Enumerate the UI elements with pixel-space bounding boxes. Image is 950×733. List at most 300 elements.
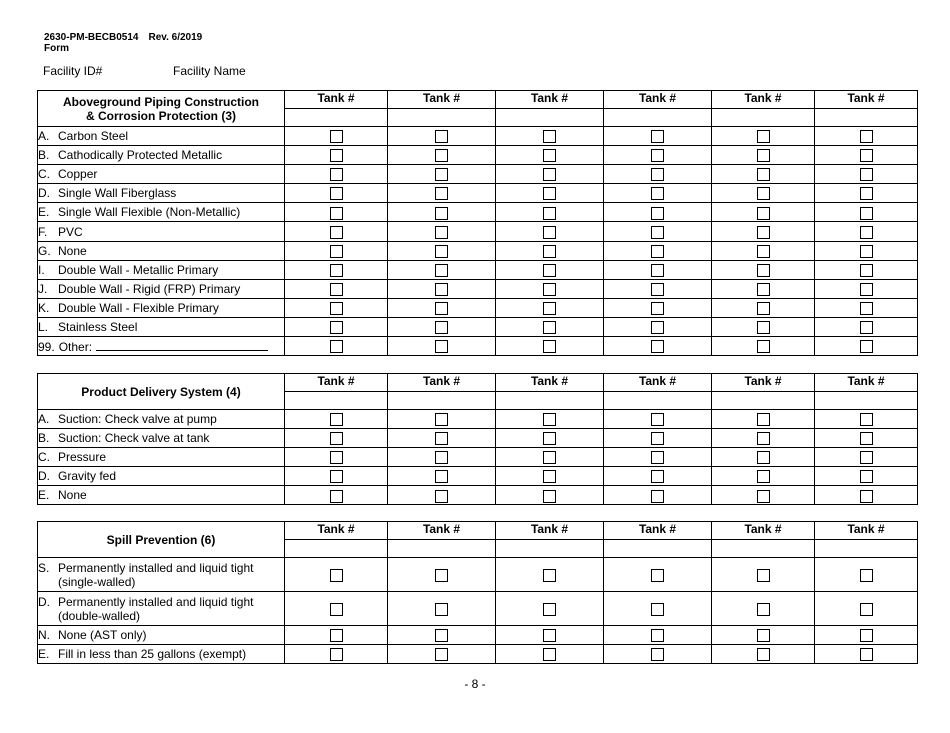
- tank-header: Tank #: [285, 522, 388, 540]
- row-text: Double Wall - Flexible Primary: [58, 300, 219, 315]
- checkbox[interactable]: [435, 264, 448, 277]
- checkbox[interactable]: [435, 130, 448, 143]
- tank-header: Tank #: [496, 374, 604, 392]
- checkbox[interactable]: [651, 226, 664, 239]
- checkbox[interactable]: [757, 432, 770, 445]
- checkbox-cell: [815, 645, 918, 664]
- checkbox[interactable]: [330, 283, 343, 296]
- checkbox[interactable]: [757, 283, 770, 296]
- tank-header: Tank #: [712, 374, 815, 392]
- tank-number-field[interactable]: [712, 392, 815, 410]
- checkbox[interactable]: [651, 168, 664, 181]
- row-code: D.: [38, 186, 50, 201]
- checkbox[interactable]: [651, 432, 664, 445]
- checkbox-cell: [712, 626, 815, 645]
- checkbox[interactable]: [651, 130, 664, 143]
- section-title-line: Aboveground Piping Construction: [63, 94, 259, 109]
- tank-header: Tank #: [388, 374, 496, 392]
- checkbox[interactable]: [435, 302, 448, 315]
- checkbox[interactable]: [757, 490, 770, 503]
- checkbox-cell: [496, 448, 604, 467]
- facility-name-label: Facility Name: [173, 64, 246, 78]
- checkbox-cell: [815, 429, 918, 448]
- checkbox[interactable]: [330, 302, 343, 315]
- checkbox[interactable]: [651, 470, 664, 483]
- checkbox[interactable]: [435, 187, 448, 200]
- checkbox[interactable]: [435, 603, 448, 616]
- checkbox[interactable]: [860, 340, 873, 353]
- checkbox-cell: [815, 486, 918, 505]
- tank-header: Tank #: [285, 374, 388, 392]
- checkbox[interactable]: [543, 569, 556, 582]
- checkbox[interactable]: [543, 130, 556, 143]
- checkbox[interactable]: [757, 149, 770, 162]
- checkbox-cell: [388, 222, 496, 241]
- checkbox-cell: [604, 298, 712, 317]
- checkbox[interactable]: [330, 207, 343, 220]
- checkbox[interactable]: [651, 264, 664, 277]
- checkbox-cell: [712, 486, 815, 505]
- checkbox-cell: [388, 279, 496, 298]
- checkbox[interactable]: [757, 413, 770, 426]
- checkbox[interactable]: [651, 187, 664, 200]
- checkbox[interactable]: [330, 569, 343, 582]
- checkbox-cell: [604, 146, 712, 165]
- checkbox-cell: [604, 429, 712, 448]
- checkbox[interactable]: [860, 264, 873, 277]
- checkbox-cell: [712, 203, 815, 222]
- checkbox-cell: [604, 337, 712, 356]
- checkbox[interactable]: [757, 130, 770, 143]
- row-text-line: Permanently installed and liquid tight: [58, 560, 254, 575]
- checkbox[interactable]: [543, 283, 556, 296]
- checkbox-cell: [604, 222, 712, 241]
- checkbox[interactable]: [543, 149, 556, 162]
- checkbox-cell: [712, 222, 815, 241]
- checkbox[interactable]: [543, 245, 556, 258]
- checkbox-cell: [388, 241, 496, 260]
- row-text: Pressure: [58, 450, 107, 465]
- row-code: I.: [38, 262, 45, 277]
- row-code: J.: [38, 281, 48, 296]
- row-label: [38, 222, 285, 241]
- row-text: Carbon Steel: [58, 129, 129, 144]
- checkbox[interactable]: [330, 629, 343, 642]
- checkbox[interactable]: [435, 451, 448, 464]
- checkbox-cell: [815, 260, 918, 279]
- checkbox[interactable]: [330, 149, 343, 162]
- checkbox[interactable]: [860, 629, 873, 642]
- checkbox-cell: [496, 203, 604, 222]
- checkbox-cell: [712, 298, 815, 317]
- row-text: Single Wall Flexible (Non-Metallic): [58, 205, 241, 220]
- checkbox[interactable]: [543, 264, 556, 277]
- checkbox-cell: [604, 165, 712, 184]
- row-code: A.: [38, 129, 50, 144]
- row-code: F.: [38, 224, 48, 239]
- checkbox-cell: [496, 279, 604, 298]
- header-row: [38, 522, 918, 540]
- checkbox-cell: [285, 410, 388, 429]
- row-code: N.: [38, 628, 50, 643]
- checkbox[interactable]: [435, 283, 448, 296]
- checkbox[interactable]: [860, 302, 873, 315]
- checkbox[interactable]: [757, 264, 770, 277]
- checkbox-cell: [496, 146, 604, 165]
- tank-number-field[interactable]: [815, 392, 918, 410]
- table-row: [38, 448, 918, 467]
- table-row: [38, 298, 918, 317]
- checkbox[interactable]: [757, 470, 770, 483]
- checkbox[interactable]: [330, 432, 343, 445]
- row-label: [38, 429, 285, 448]
- row-label: [38, 448, 285, 467]
- checkbox[interactable]: [330, 490, 343, 503]
- table-row: [38, 260, 918, 279]
- checkbox[interactable]: [757, 187, 770, 200]
- delivery-table: [37, 373, 918, 505]
- row-code: E.: [38, 205, 50, 220]
- checkbox-cell: [496, 337, 604, 356]
- row-label: [38, 337, 285, 356]
- checkbox-cell: [815, 146, 918, 165]
- row-text: Copper: [58, 167, 98, 182]
- checkbox-cell: [604, 127, 712, 146]
- row-code: D.: [38, 469, 50, 484]
- checkbox-cell: [604, 486, 712, 505]
- tank-number-field[interactable]: [388, 392, 496, 410]
- checkbox[interactable]: [435, 226, 448, 239]
- checkbox-cell: [604, 317, 712, 336]
- checkbox[interactable]: [651, 451, 664, 464]
- checkbox-cell: [285, 203, 388, 222]
- checkbox[interactable]: [860, 451, 873, 464]
- checkbox-cell: [712, 184, 815, 203]
- checkbox-cell: [285, 486, 388, 505]
- checkbox-cell: [604, 467, 712, 486]
- checkbox-cell: [815, 298, 918, 317]
- checkbox[interactable]: [651, 283, 664, 296]
- checkbox-cell: [285, 429, 388, 448]
- checkbox-cell: [815, 626, 918, 645]
- checkbox[interactable]: [330, 648, 343, 661]
- table-row: [38, 241, 918, 260]
- checkbox[interactable]: [860, 226, 873, 239]
- checkbox[interactable]: [435, 470, 448, 483]
- checkbox[interactable]: [330, 130, 343, 143]
- checkbox-cell: [388, 429, 496, 448]
- checkbox-cell: [388, 317, 496, 336]
- row-text-line: (single-walled): [58, 574, 136, 589]
- checkbox-cell: [712, 558, 815, 592]
- checkbox[interactable]: [757, 226, 770, 239]
- checkbox-cell: [815, 279, 918, 298]
- row-code: K.: [38, 300, 50, 315]
- checkbox[interactable]: [651, 302, 664, 315]
- checkbox[interactable]: [757, 168, 770, 181]
- tank-number-field[interactable]: [388, 109, 496, 127]
- checkbox[interactable]: [330, 245, 343, 258]
- tank-header: Tank #: [388, 91, 496, 109]
- checkbox[interactable]: [543, 187, 556, 200]
- table-row: [38, 645, 918, 664]
- row-text: Single Wall Fiberglass: [58, 186, 177, 201]
- checkbox[interactable]: [757, 603, 770, 616]
- row-label: [38, 317, 285, 336]
- row-label: [38, 146, 285, 165]
- checkbox[interactable]: [860, 413, 873, 426]
- checkbox[interactable]: [860, 470, 873, 483]
- checkbox-cell: [285, 448, 388, 467]
- row-label: [38, 241, 285, 260]
- checkbox[interactable]: [860, 603, 873, 616]
- table-row: [38, 467, 918, 486]
- checkbox[interactable]: [543, 207, 556, 220]
- checkbox[interactable]: [330, 187, 343, 200]
- piping-table: [37, 90, 918, 356]
- checkbox[interactable]: [543, 321, 556, 334]
- checkbox[interactable]: [330, 321, 343, 334]
- checkbox[interactable]: [435, 490, 448, 503]
- checkbox[interactable]: [651, 629, 664, 642]
- checkbox[interactable]: [757, 340, 770, 353]
- form-revision: Rev. 6/2019: [148, 32, 203, 43]
- row-text-line: Permanently installed and liquid tight: [58, 594, 254, 609]
- checkbox[interactable]: [860, 648, 873, 661]
- checkbox[interactable]: [757, 245, 770, 258]
- page-number: - 8 -: [464, 677, 486, 691]
- row-text: None (AST only): [58, 628, 147, 643]
- checkbox[interactable]: [757, 648, 770, 661]
- row-text: Stainless Steel: [58, 319, 138, 334]
- table-row: [38, 146, 918, 165]
- checkbox[interactable]: [330, 413, 343, 426]
- tank-header: Tank #: [496, 91, 604, 109]
- checkbox[interactable]: [543, 432, 556, 445]
- tank-header: Tank #: [815, 374, 918, 392]
- checkbox[interactable]: [651, 648, 664, 661]
- checkbox-cell: [388, 127, 496, 146]
- checkbox[interactable]: [757, 451, 770, 464]
- checkbox[interactable]: [543, 302, 556, 315]
- checkbox[interactable]: [757, 321, 770, 334]
- checkbox-cell: [712, 467, 815, 486]
- tank-header: Tank #: [712, 522, 815, 540]
- checkbox[interactable]: [543, 629, 556, 642]
- row-label: [38, 203, 285, 222]
- checkbox-cell: [712, 410, 815, 429]
- checkbox-cell: [712, 592, 815, 626]
- checkbox-cell: [285, 626, 388, 645]
- checkbox[interactable]: [435, 569, 448, 582]
- checkbox-cell: [388, 448, 496, 467]
- tank-number-field[interactable]: [496, 109, 604, 127]
- checkbox-cell: [604, 184, 712, 203]
- tank-number-field[interactable]: [496, 392, 604, 410]
- checkbox[interactable]: [435, 245, 448, 258]
- checkbox[interactable]: [651, 321, 664, 334]
- row-text: Double Wall - Rigid (FRP) Primary: [58, 281, 241, 296]
- checkbox-cell: [604, 241, 712, 260]
- checkbox-cell: [496, 127, 604, 146]
- checkbox-cell: [496, 410, 604, 429]
- form-header: [44, 32, 202, 54]
- tank-number-field[interactable]: [815, 109, 918, 127]
- checkbox[interactable]: [435, 648, 448, 661]
- checkbox-cell: [388, 260, 496, 279]
- checkbox[interactable]: [435, 413, 448, 426]
- checkbox[interactable]: [651, 413, 664, 426]
- checkbox[interactable]: [330, 168, 343, 181]
- table-row: [38, 429, 918, 448]
- checkbox[interactable]: [330, 226, 343, 239]
- checkbox-cell: [388, 558, 496, 592]
- checkbox[interactable]: [860, 130, 873, 143]
- checkbox[interactable]: [543, 451, 556, 464]
- tank-number-field[interactable]: [604, 109, 712, 127]
- checkbox[interactable]: [330, 264, 343, 277]
- checkbox[interactable]: [860, 490, 873, 503]
- checkbox[interactable]: [543, 413, 556, 426]
- tank-number-field[interactable]: [604, 540, 712, 558]
- checkbox[interactable]: [651, 245, 664, 258]
- checkbox-cell: [496, 558, 604, 592]
- section-title-line: Product Delivery System (4): [81, 384, 241, 399]
- checkbox[interactable]: [651, 490, 664, 503]
- row-text: None: [58, 488, 87, 503]
- row-label: [38, 558, 285, 592]
- checkbox[interactable]: [860, 283, 873, 296]
- checkbox[interactable]: [435, 340, 448, 353]
- checkbox[interactable]: [860, 168, 873, 181]
- checkbox-cell: [496, 298, 604, 317]
- table-row: [38, 626, 918, 645]
- checkbox-cell: [712, 337, 815, 356]
- row-code: C.: [38, 450, 50, 465]
- checkbox-cell: [285, 279, 388, 298]
- tank-number-field[interactable]: [496, 540, 604, 558]
- checkbox[interactable]: [543, 168, 556, 181]
- tank-number-field[interactable]: [712, 109, 815, 127]
- checkbox[interactable]: [651, 603, 664, 616]
- checkbox[interactable]: [860, 569, 873, 582]
- tank-number-field[interactable]: [604, 392, 712, 410]
- checkbox[interactable]: [757, 629, 770, 642]
- checkbox-cell: [604, 645, 712, 664]
- tank-number-field[interactable]: [712, 540, 815, 558]
- checkbox-cell: [388, 486, 496, 505]
- checkbox[interactable]: [651, 149, 664, 162]
- tank-header: Tank #: [388, 522, 496, 540]
- other-text-field[interactable]: [96, 339, 268, 351]
- checkbox-cell: [712, 317, 815, 336]
- checkbox[interactable]: [543, 603, 556, 616]
- checkbox[interactable]: [330, 451, 343, 464]
- tank-number-field[interactable]: [388, 540, 496, 558]
- checkbox[interactable]: [330, 470, 343, 483]
- tank-header: Tank #: [815, 522, 918, 540]
- row-code: E.: [38, 488, 50, 503]
- checkbox[interactable]: [860, 432, 873, 445]
- checkbox[interactable]: [860, 245, 873, 258]
- table-row: [38, 279, 918, 298]
- checkbox[interactable]: [435, 149, 448, 162]
- checkbox[interactable]: [543, 470, 556, 483]
- checkbox[interactable]: [543, 226, 556, 239]
- tank-number-field[interactable]: [285, 109, 388, 127]
- checkbox-cell: [496, 317, 604, 336]
- checkbox[interactable]: [651, 569, 664, 582]
- checkbox-cell: [815, 203, 918, 222]
- checkbox[interactable]: [543, 340, 556, 353]
- tank-header: Tank #: [815, 91, 918, 109]
- facility-id-label: Facility ID#: [43, 64, 103, 78]
- checkbox[interactable]: [435, 629, 448, 642]
- checkbox[interactable]: [757, 207, 770, 220]
- checkbox[interactable]: [435, 207, 448, 220]
- tank-number-field[interactable]: [815, 540, 918, 558]
- checkbox-cell: [712, 165, 815, 184]
- row-label: [38, 410, 285, 429]
- checkbox[interactable]: [543, 490, 556, 503]
- checkbox-cell: [285, 184, 388, 203]
- checkbox[interactable]: [860, 207, 873, 220]
- checkbox-cell: [388, 337, 496, 356]
- row-label: [38, 592, 285, 626]
- checkbox-cell: [285, 260, 388, 279]
- checkbox[interactable]: [543, 648, 556, 661]
- row-text: Gravity fed: [58, 469, 117, 484]
- checkbox-cell: [815, 165, 918, 184]
- checkbox[interactable]: [435, 321, 448, 334]
- checkbox[interactable]: [860, 149, 873, 162]
- row-text: [58, 561, 253, 589]
- tank-number-field[interactable]: [285, 540, 388, 558]
- row-text: Double Wall - Metallic Primary: [58, 262, 219, 277]
- checkbox-cell: [604, 558, 712, 592]
- checkbox[interactable]: [330, 603, 343, 616]
- tank-number-field[interactable]: [285, 392, 388, 410]
- row-text: None: [58, 243, 87, 258]
- checkbox-cell: [604, 410, 712, 429]
- checkbox-cell: [496, 260, 604, 279]
- checkbox-cell: [388, 592, 496, 626]
- checkbox[interactable]: [757, 302, 770, 315]
- spill-table: [37, 521, 918, 664]
- checkbox[interactable]: [435, 168, 448, 181]
- table-row: [38, 165, 918, 184]
- checkbox[interactable]: [330, 340, 343, 353]
- checkbox[interactable]: [757, 569, 770, 582]
- checkbox-cell: [285, 241, 388, 260]
- checkbox[interactable]: [860, 187, 873, 200]
- checkbox-cell: [815, 448, 918, 467]
- table-row: [38, 317, 918, 336]
- checkbox-cell: [496, 592, 604, 626]
- checkbox-cell: [285, 558, 388, 592]
- checkbox[interactable]: [651, 340, 664, 353]
- tank-header: Tank #: [604, 91, 712, 109]
- checkbox-cell: [285, 645, 388, 664]
- checkbox[interactable]: [435, 432, 448, 445]
- checkbox-cell: [388, 165, 496, 184]
- row-text: Other:: [58, 339, 93, 354]
- row-label: [38, 467, 285, 486]
- checkbox-cell: [388, 203, 496, 222]
- checkbox[interactable]: [860, 321, 873, 334]
- checkbox[interactable]: [651, 207, 664, 220]
- checkbox-cell: [604, 279, 712, 298]
